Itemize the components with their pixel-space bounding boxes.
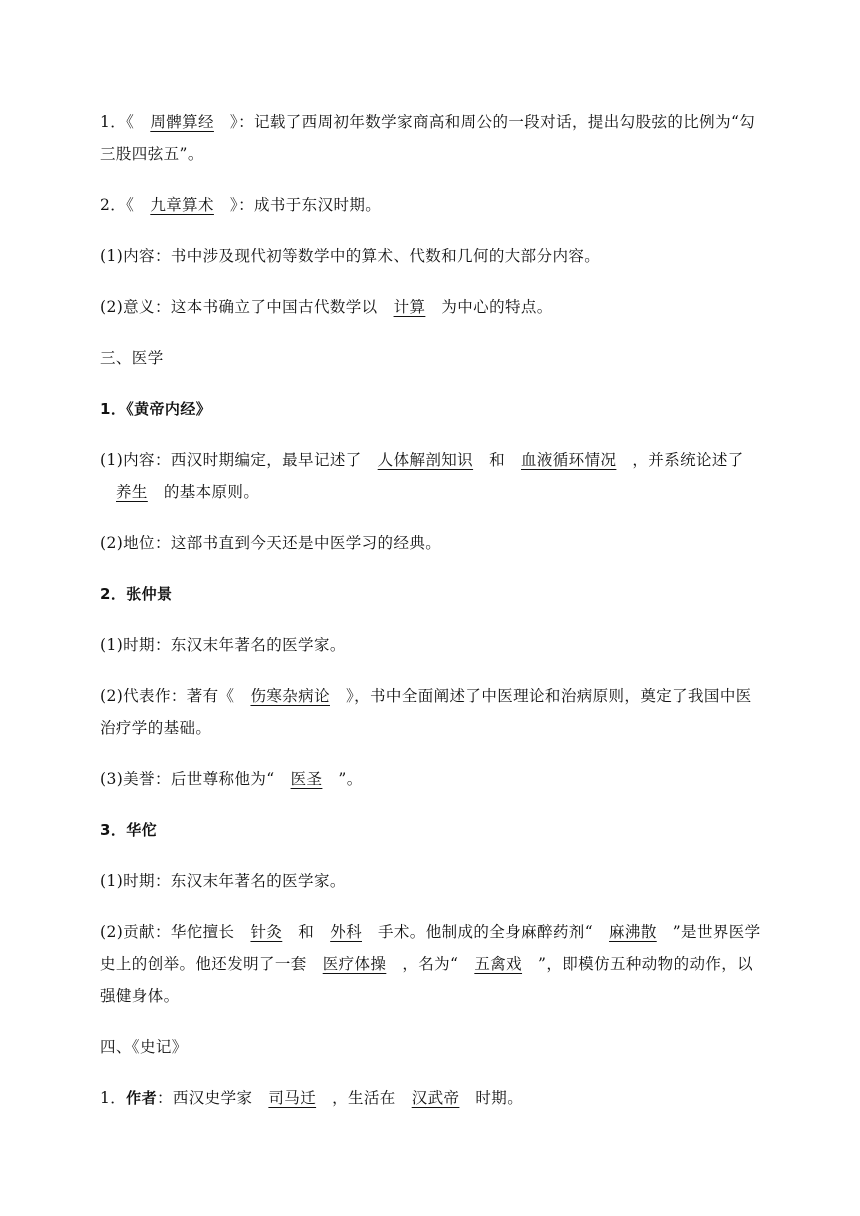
huatuo-period: (1)时期：东汉末年著名的医学家。 — [100, 872, 346, 890]
answer-blank: 养生 — [116, 483, 148, 501]
text: (2)贡献：华佗擅长 — [100, 923, 235, 941]
text: (1)内容：西汉时期编定，最早记述了 — [100, 451, 362, 469]
answer-blank: 司马迁 — [268, 1089, 317, 1107]
answer-blank: 针灸 — [250, 923, 283, 941]
text: ，生活在 — [332, 1089, 396, 1107]
text: 》：成书于东汉时期。 — [229, 196, 382, 214]
huatuo-contribution — [100, 916, 764, 1012]
answer-blank: 医圣 — [290, 770, 323, 788]
text: ”。 — [338, 770, 363, 788]
answer-blank: 血液循环情况 — [520, 451, 617, 469]
answer-blank: 汉武帝 — [411, 1089, 460, 1107]
text: 和 — [298, 923, 315, 941]
subheading-huangdi: 1．《黄帝内经》 — [100, 400, 212, 418]
text: 》，书中全面阐述了中医理论和治病原则，奠定了我国中医治疗学的基础。 — [100, 687, 752, 737]
huangdi-status: (2)地位：这部书直到今天还是中医学习的经典。 — [100, 534, 442, 552]
answer-blank: 计算 — [393, 298, 426, 316]
answer-blank: 外科 — [330, 923, 362, 941]
jiuzhang-significance — [100, 291, 764, 323]
text: (2)代表作：著有《 — [100, 687, 235, 705]
text: (3)美誉：后世尊称他为“ — [100, 770, 275, 788]
answer-blank: 九章算术 — [150, 196, 214, 214]
answer-blank: 五禽戏 — [474, 955, 523, 973]
text: (2)意义：这本书确立了中国古代数学以 — [100, 298, 378, 316]
zhang-work — [100, 680, 764, 744]
text: ”，即模仿五种动物的动作，以强健身体。 — [100, 955, 754, 1005]
answer-blank: 人体解剖知识 — [377, 451, 474, 469]
text: 1．《 — [100, 113, 135, 131]
text: 为中心的特点。 — [441, 298, 553, 316]
label-author: 作者 — [126, 1089, 157, 1107]
text: ：西汉史学家 — [156, 1089, 253, 1107]
zhang-period: (1)时期：东汉末年著名的医学家。 — [100, 636, 346, 654]
text: ，名为“ — [402, 955, 459, 973]
section-heading-shiji: 四、《史记》 — [100, 1038, 188, 1056]
huangdi-content — [100, 444, 764, 508]
text: 时期。 — [475, 1089, 524, 1107]
subheading-zhangzhongjing: 2．张仲景 — [100, 585, 173, 603]
shiji-author — [100, 1082, 764, 1114]
jiuzhang-content: (1)内容：书中涉及现代初等数学中的算术、代数和几何的大部分内容。 — [100, 247, 601, 265]
text: 手术。他制成的全身麻醉药剂“ — [378, 923, 594, 941]
text: 的基本原则。 — [163, 483, 260, 501]
answer-blank: 周髀算经 — [150, 113, 214, 131]
text: 和 — [489, 451, 505, 469]
text: 2．《 — [100, 196, 135, 214]
text: 1． — [100, 1089, 127, 1107]
answer-blank: 医疗体操 — [322, 955, 387, 973]
text: ，并系统论述了 — [632, 451, 744, 469]
section-heading-medicine: 三、医学 — [100, 349, 164, 367]
text: ”是世界医学史上的创举。他还发明了一套 — [100, 923, 761, 973]
item-jiuzhang — [100, 189, 764, 221]
subheading-huatuo: 3．华佗 — [100, 821, 158, 839]
answer-blank: 麻沸散 — [609, 923, 657, 941]
item-zhoubi — [100, 106, 764, 170]
document-body — [100, 106, 764, 1133]
answer-blank: 伤寒杂病论 — [250, 687, 330, 705]
zhang-title — [100, 763, 764, 795]
text: 》：记载了西周初年数学家商高和周公的一段对话，提出勾股弦的比例为“勾三股四弦五”。 — [100, 113, 756, 163]
